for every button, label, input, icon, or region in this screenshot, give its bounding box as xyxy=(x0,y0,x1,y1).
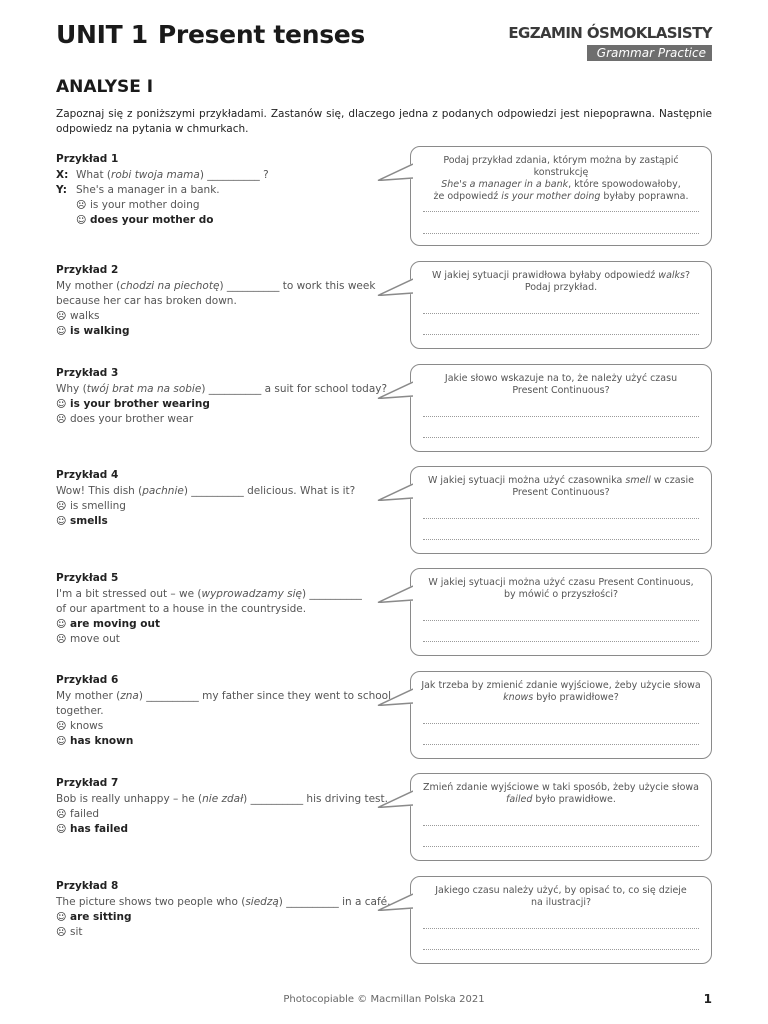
question-bubble-3 xyxy=(410,364,712,452)
smiley-face-icon: ☺ xyxy=(56,824,67,835)
brand-block xyxy=(502,24,712,61)
example-8 xyxy=(56,879,391,940)
example-4 xyxy=(56,468,386,529)
question-text: Podaj przykład zdania, którym można by zastąpić konstrukcję She's a manager in a bank, które spowodowałoby, że odpowiedź is your mother doing byłaby poprawna. xyxy=(433,155,689,202)
sad-face-icon: ☹ xyxy=(56,927,67,938)
speech-bubble-tail xyxy=(377,688,413,706)
smiley-face-icon: ☺ xyxy=(56,736,67,747)
option-wrong: ☹ knows xyxy=(56,720,104,732)
question-text: Zmień zdanie wyjściowe w taki sposób, żeby użycie słowa failed było prawidłowe. xyxy=(423,782,699,805)
question-text: W jakiej sytuacji można użyć czasu Present Continuous, by mówić o przyszłości? xyxy=(428,577,694,600)
answer-line[interactable] xyxy=(423,437,699,438)
polish-hint: chodzi na piechotę xyxy=(120,280,220,292)
example-title: Przykład 5 xyxy=(56,572,119,584)
example-sentence-continued: because her car has broken down. xyxy=(56,295,237,307)
polish-hint: pachnie xyxy=(142,485,184,497)
example-sentence: My mother (chodzi na piechotę) __________ to work this week xyxy=(56,280,376,292)
section-title: ANALYSE I xyxy=(56,77,154,97)
example-sentence: Bob is really unhappy – he (nie zdał) __________ his driving test. xyxy=(56,793,388,805)
example-sentence-continued: of our apartment to a house in the countryside. xyxy=(56,603,307,615)
speech-bubble-tail xyxy=(377,585,413,603)
sad-face-icon: ☹ xyxy=(56,414,67,425)
brand-subtitle: Grammar Practice xyxy=(587,45,712,61)
speech-bubble-tail xyxy=(377,163,413,181)
option-correct: ☺ has known xyxy=(56,735,134,747)
polish-hint: twój brat ma na sobie xyxy=(86,383,202,395)
question-text: W jakiej sytuacji można użyć czasownika smell w czasie Present Continuous? xyxy=(428,475,694,498)
sad-face-icon: ☹ xyxy=(56,809,67,820)
question-text: W jakiej sytuacji prawidłowa byłaby odpowiedź walks? Podaj przykład. xyxy=(431,270,691,293)
question-bubble-5 xyxy=(410,568,712,656)
speech-bubble-tail xyxy=(377,483,413,501)
dialogue-line-x: X: What (robi twoja mama) __________ ? xyxy=(56,169,269,181)
sad-face-icon: ☹ xyxy=(56,721,67,732)
smiley-face-icon: ☺ xyxy=(56,326,67,337)
smiley-face-icon: ☺ xyxy=(56,516,67,527)
example-2 xyxy=(56,263,386,339)
answer-line[interactable] xyxy=(423,825,699,826)
answer-line[interactable] xyxy=(423,744,699,745)
option-correct: ☺ is walking xyxy=(56,325,130,337)
copyright-footer: Photocopiable © Macmillan Polska 2021 xyxy=(283,994,485,1005)
option-wrong: ☹ failed xyxy=(56,808,100,820)
answer-line[interactable] xyxy=(423,313,699,314)
example-title: Przykład 4 xyxy=(56,469,119,481)
page-title xyxy=(56,20,365,49)
sad-face-icon: ☹ xyxy=(76,200,87,211)
smiley-face-icon: ☺ xyxy=(56,399,67,410)
option-wrong: ☹ walks xyxy=(56,310,100,322)
polish-hint: robi twoja mama xyxy=(111,169,200,181)
example-title: Przykład 6 xyxy=(56,674,119,686)
option-wrong: ☹ is smelling xyxy=(56,500,126,512)
answer-line[interactable] xyxy=(423,518,699,519)
polish-hint: nie zdał xyxy=(202,793,244,805)
brand-name: EGZAMIN ÓSMOKLASISTY xyxy=(508,24,712,42)
smiley-face-icon: ☺ xyxy=(56,619,67,630)
example-sentence-continued: together. xyxy=(56,705,104,717)
sad-face-icon: ☹ xyxy=(56,311,67,322)
polish-hint: wyprowadzamy się xyxy=(201,588,302,600)
example-1 xyxy=(56,152,386,228)
answer-line[interactable] xyxy=(423,928,699,929)
example-title: Przykład 1 xyxy=(56,153,119,165)
option-correct: ☺ has failed xyxy=(56,823,128,835)
question-bubble-7 xyxy=(410,773,712,861)
question-text: Jakiego czasu należy użyć, by opisać to, co się dzieje na ilustracji? xyxy=(435,885,687,908)
dialogue-line-y: Y: She's a manager in a bank. xyxy=(56,184,220,196)
option-correct: ☺ are moving out xyxy=(56,618,160,630)
option-wrong: ☹ sit xyxy=(56,926,83,938)
option-wrong: ☹ is your mother doing xyxy=(76,199,200,211)
answer-line[interactable] xyxy=(423,620,699,621)
answer-line[interactable] xyxy=(423,211,699,212)
answer-line[interactable] xyxy=(423,949,699,950)
example-title: Przykład 7 xyxy=(56,777,119,789)
example-6 xyxy=(56,673,392,749)
question-bubble-1 xyxy=(410,146,712,246)
option-correct: ☺ are sitting xyxy=(56,911,132,923)
smiley-face-icon: ☺ xyxy=(76,215,87,226)
unit-number: UNIT 1 xyxy=(56,20,148,49)
example-sentence: My mother (zna) __________ my father since they went to school xyxy=(56,690,392,702)
speech-bubble-tail xyxy=(377,790,413,808)
question-bubble-2 xyxy=(410,261,712,349)
option-wrong: ☹ move out xyxy=(56,633,120,645)
speech-bubble-tail xyxy=(377,278,413,296)
question-bubble-6 xyxy=(410,671,712,759)
option-correct: ☺ smells xyxy=(56,515,108,527)
example-3 xyxy=(56,366,386,427)
answer-line[interactable] xyxy=(423,334,699,335)
sad-face-icon: ☹ xyxy=(56,501,67,512)
answer-line[interactable] xyxy=(423,539,699,540)
answer-line[interactable] xyxy=(423,723,699,724)
question-bubble-8 xyxy=(410,876,712,964)
example-title: Przykład 3 xyxy=(56,367,119,379)
answer-line[interactable] xyxy=(423,416,699,417)
page-number: 1 xyxy=(703,992,712,1006)
example-sentence: I'm a bit stressed out – we (wyprowadzamy się) __________ xyxy=(56,588,362,600)
polish-hint: zna xyxy=(120,690,139,702)
answer-line[interactable] xyxy=(423,846,699,847)
question-text: Jakie słowo wskazuje na to, że należy użyć czasu Present Continuous? xyxy=(444,373,678,396)
sad-face-icon: ☹ xyxy=(56,634,67,645)
example-sentence: The picture shows two people who (siedzą) __________ in a café. xyxy=(56,896,391,908)
polish-hint: siedzą xyxy=(245,896,279,908)
question-bubble-4 xyxy=(410,466,712,554)
question-text: Jak trzeba by zmienić zdanie wyjściowe, żeby użycie słowa knows było prawidłowe? xyxy=(421,680,701,703)
instructions: Zapoznaj się z poniższymi przykładami. Zastanów się, dlaczego jedna z podanych odpowiedzi jest niepoprawna. Następnie odpowiedz na pytania w chmurkach. xyxy=(56,108,712,135)
example-5 xyxy=(56,571,386,647)
unit-title: Present tenses xyxy=(157,20,366,49)
example-7 xyxy=(56,776,386,837)
speaker-y: Y: xyxy=(56,184,67,196)
answer-line[interactable] xyxy=(423,233,699,234)
answer-line[interactable] xyxy=(423,641,699,642)
speech-bubble-tail xyxy=(377,381,413,399)
example-title: Przykład 8 xyxy=(56,880,119,892)
example-sentence: Wow! This dish (pachnie) __________ delicious. What is it? xyxy=(56,485,356,497)
speech-bubble-tail xyxy=(377,893,413,911)
option-wrong: ☹ does your brother wear xyxy=(56,413,194,425)
option-correct: ☺ is your brother wearing xyxy=(56,398,210,410)
example-title: Przykład 2 xyxy=(56,264,119,276)
example-sentence: Why (twój brat ma na sobie) __________ a suit for school today? xyxy=(56,383,388,395)
option-correct: ☺ does your mother do xyxy=(76,214,214,226)
speaker-x: X: xyxy=(56,169,69,181)
smiley-face-icon: ☺ xyxy=(56,912,67,923)
